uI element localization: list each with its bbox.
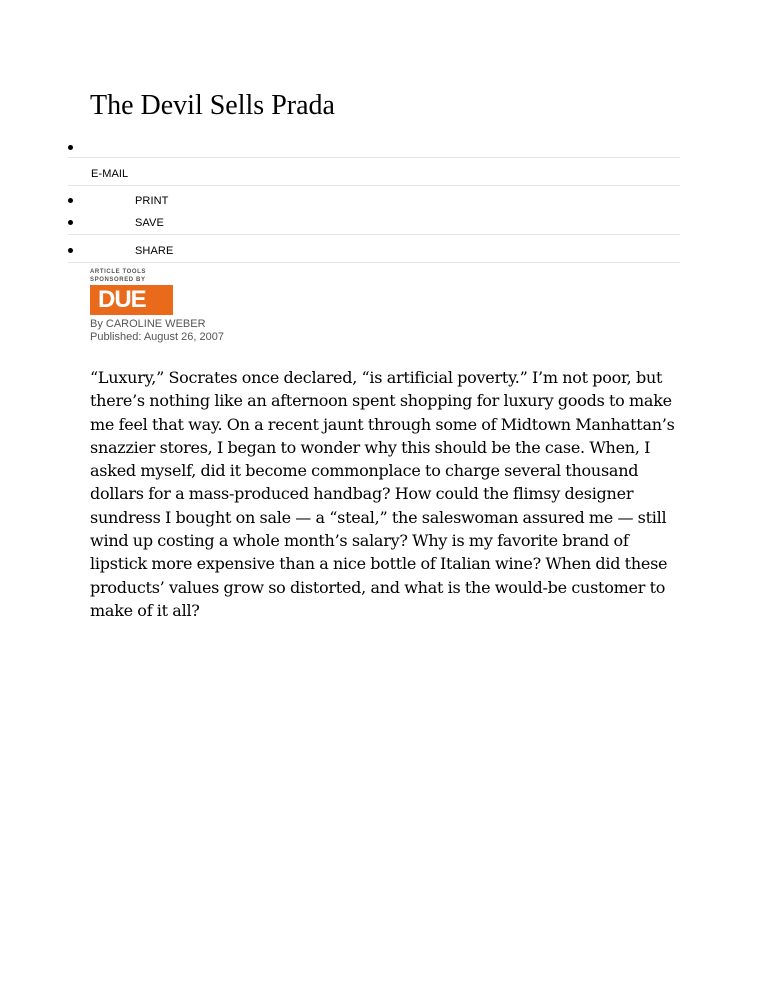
sponsor-ad[interactable]	[90, 268, 180, 318]
publish-date: Published: August 26, 2007	[90, 331, 224, 343]
article-body: “Luxury,” Socrates once declared, “is artificial poverty.” I’m not poor, but there’s nothing like an afternoon spent shopping for luxury goods to make me feel that way. On a recent jaunt through some of Midtown Manhattan’s snazzier stores, I began to wonder why this should be the case. When, I asked myself, did it become commonplace to charge several thousand dollars for a mass-produced handbag? How could the flimsy designer sundress I bought on sale — a “steal,” the saleswoman assured me — still wind up costing a whole month’s salary? Why is my favorite brand of lipstick more expensive than a nice bottle of Italian wine? When did these products’ values grow so distorted, and what is the would-be customer to make of it all?	[90, 368, 675, 620]
list-bullet	[68, 145, 73, 150]
sponsor-logo[interactable]: DUE	[90, 285, 173, 315]
email-link[interactable]: E-MAIL	[91, 168, 129, 180]
share-link[interactable]: SHARE	[135, 245, 174, 257]
print-link[interactable]: PRINT	[135, 195, 169, 207]
article-headline: The Devil Sells Prada	[90, 90, 335, 121]
sponsor-caption: ARTICLE TOOLS SPONSORED BY	[90, 269, 147, 283]
divider	[68, 157, 680, 158]
list-bullet	[68, 220, 73, 225]
list-bullet	[68, 198, 73, 203]
list-bullet	[68, 248, 73, 253]
save-link[interactable]: SAVE	[135, 217, 164, 229]
divider	[68, 262, 680, 263]
divider	[68, 185, 680, 186]
divider	[68, 234, 680, 235]
byline: By CAROLINE WEBER	[90, 318, 206, 330]
